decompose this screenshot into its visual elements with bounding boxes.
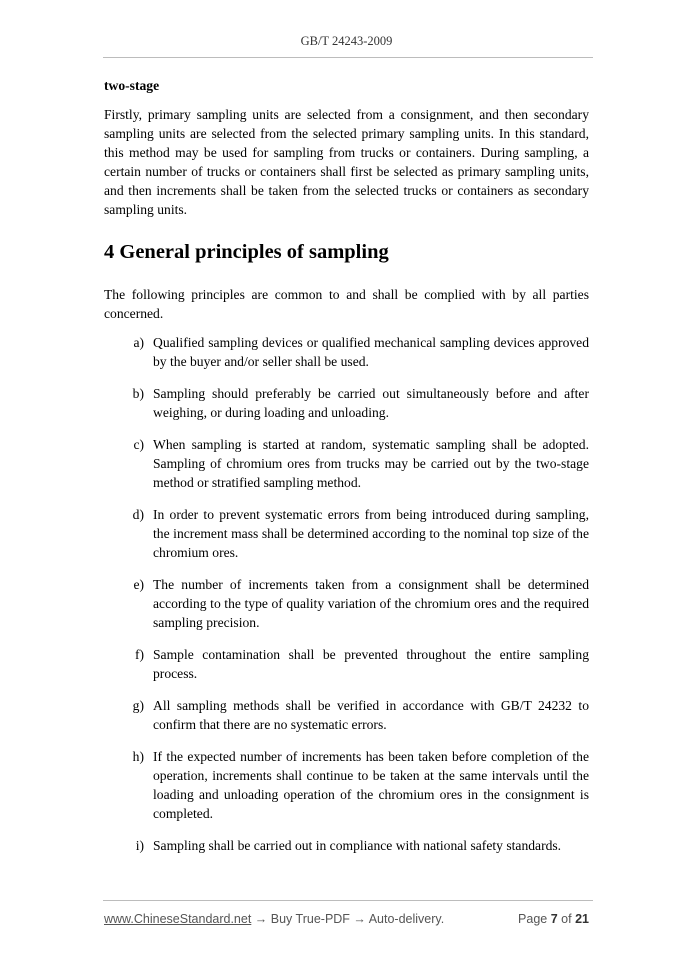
list-marker: i) <box>135 838 144 853</box>
list-item <box>104 836 589 855</box>
page-content <box>104 76 589 868</box>
footer-promo <box>104 912 444 926</box>
list-item <box>104 575 589 632</box>
footer-tagline: → Buy True-PDF → Auto-delivery. <box>251 912 445 926</box>
list-marker: e) <box>133 577 144 592</box>
list-item <box>104 333 589 371</box>
list-item <box>104 505 589 562</box>
section-heading: 4 General principles of sampling <box>104 241 389 263</box>
header-divider <box>103 57 593 58</box>
list-item <box>104 747 589 823</box>
list-item-text: All sampling methods shall be verified in accordance with GB/T 24232 to confirm that there are no systematic errors. <box>153 698 589 732</box>
list-item-text: Sampling should preferably be carried out simultaneously before and after weighing, or during loading and unloading. <box>153 386 589 420</box>
page-current: 7 <box>550 912 558 926</box>
list-marker: h) <box>132 749 144 764</box>
list-item <box>104 435 589 492</box>
list-item-text: Sampling shall be carried out in compliance with national safety standards. <box>153 838 562 853</box>
list-item <box>104 696 589 734</box>
list-item-text: In order to prevent systematic errors from being introduced during sampling, the increment mass shall be determined according to the nominal top size of the chromium ores. <box>153 507 589 560</box>
term-definition: Firstly, primary sampling units are selected from a consignment, and then secondary sampling units are selected from the selected primary sampling units. In this standard, this method may be used for sampling from trucks or containers. During sampling, a certain number of trucks or containers shall first be selected as primary sampling units, and then increments shall be taken from the selected trucks or containers as secondary sampling units. <box>104 107 589 217</box>
page-number <box>518 912 589 926</box>
list-item-text: If the expected number of increments has been taken before completion of the operation, increments shall continue to be taken at the same intervals until the loading and unloading operation of the chromium ores in the consignment is completed. <box>153 749 589 821</box>
term-title: two-stage <box>104 78 160 93</box>
list-marker: g) <box>132 698 144 713</box>
list-marker: b) <box>132 386 144 401</box>
list-item <box>104 645 589 683</box>
section-intro: The following principles are common to and shall be complied with by all parties concerned. <box>104 287 589 321</box>
list-item-text: When sampling is started at random, systematic sampling shall be adopted. Sampling of chromium ores from trucks may be carried out by the two-stage method or stratified sampling method. <box>153 437 589 490</box>
page-total: 21 <box>575 912 589 926</box>
page-footer <box>104 912 589 926</box>
list-marker: c) <box>133 437 144 452</box>
page-of-label: of <box>561 912 572 926</box>
list-marker: d) <box>132 507 144 522</box>
footer-divider <box>103 900 593 901</box>
page-label: Page <box>518 912 548 926</box>
list-item-text: Qualified sampling devices or qualified mechanical sampling devices approved by the buyer and/or seller shall be used. <box>153 335 589 369</box>
list-item-text: Sample contamination shall be prevented throughout the entire sampling process. <box>153 647 589 681</box>
list-item <box>104 384 589 422</box>
list-marker: a) <box>133 335 144 350</box>
list-item-text: The number of increments taken from a consignment shall be determined according to the type of quality variation of the chromium ores and the required sampling precision. <box>153 577 589 630</box>
list-marker: f) <box>134 647 144 662</box>
page-header: GB/T 24243-2009 <box>300 34 393 48</box>
principles-list <box>104 333 589 855</box>
website-link[interactable]: www.ChineseStandard.net <box>104 912 252 926</box>
